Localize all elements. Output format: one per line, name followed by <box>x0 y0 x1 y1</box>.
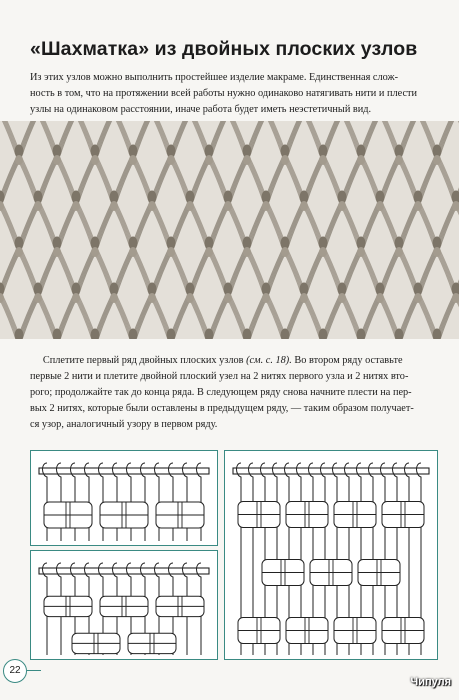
knot-highlight <box>34 201 42 211</box>
page-number: 22 <box>3 659 27 683</box>
instructions-line: вых 2 нитях, которые были оставлены в предыдущем ряду, — таким образом получает- <box>30 403 414 414</box>
watermark: Чипуля <box>410 676 451 688</box>
knot-highlight <box>281 155 289 165</box>
diagram-second-row <box>30 550 218 660</box>
intro-line: Из этих узлов можно выполнить простейшее изделие макраме. Единственная слож- <box>30 72 399 83</box>
instructions-paragraph <box>30 353 434 433</box>
knot-highlight <box>376 201 384 211</box>
knot-highlight <box>167 247 175 257</box>
holding-bar <box>233 468 429 474</box>
knot-highlight <box>186 293 194 303</box>
instructions-line: ся узор, аналогичный узору в первом ряду. <box>30 419 218 430</box>
knot-highlight <box>53 247 61 257</box>
photo-knot-mesh <box>0 121 459 339</box>
cord-mesh <box>0 121 459 339</box>
knot-highlight <box>300 201 308 211</box>
knot-highlight <box>319 155 327 165</box>
intro-paragraph <box>30 70 434 118</box>
knot-highlight <box>224 293 232 303</box>
knot-highlight <box>300 293 308 303</box>
page-reference: (см. с. 18). <box>246 355 292 366</box>
knot-highlight <box>148 293 156 303</box>
knot-highlight <box>205 155 213 165</box>
knot-highlight <box>395 155 403 165</box>
knot-highlight <box>357 155 365 165</box>
diagram-full-pattern-drawing <box>225 451 437 659</box>
cord <box>43 463 48 541</box>
knot-highlight <box>72 293 80 303</box>
knot-highlight <box>338 201 346 211</box>
instructions-text: Во втором ряду оставьте <box>291 355 403 366</box>
knot-highlight <box>186 201 194 211</box>
cord <box>99 463 104 541</box>
knot-highlight <box>262 293 270 303</box>
knot-highlight <box>110 293 118 303</box>
knot-highlight <box>91 247 99 257</box>
cord <box>155 463 160 541</box>
intro-line: ность в том, что на протяжении всей работы нужно одинаково натягивать нити и плести <box>30 88 418 99</box>
knot-highlight <box>319 247 327 257</box>
instructions-text: Сплетите первый ряд двойных плоских узлов <box>42 355 247 366</box>
knot-highlight <box>72 201 80 211</box>
knot-highlight <box>433 155 441 165</box>
knot-highlight <box>433 247 441 257</box>
instructions-line <box>30 353 434 369</box>
diagram-second-row-drawing <box>31 551 217 659</box>
knot-highlight <box>129 155 137 165</box>
knot-highlight <box>414 293 422 303</box>
knot-highlight <box>357 247 365 257</box>
knot-highlight <box>414 201 422 211</box>
knot-highlight <box>243 247 251 257</box>
instructions-line: первые 2 нити и плетите двойной плоский узел на 2 нитях первого узла и 2 нитях вто- <box>30 371 409 382</box>
diagram-first-row <box>30 450 218 546</box>
knot-highlight <box>15 155 23 165</box>
knot-highlight <box>338 293 346 303</box>
intro-line: узлы на одинаковом расстоянии, иначе работа будет иметь неэстетичный вид. <box>30 104 372 115</box>
instructions-line: рого; продолжайте так до конца ряда. В следующем ряду снова начните плести на пер- <box>30 387 412 398</box>
diagram-first-row-drawing <box>31 451 217 545</box>
knot-highlight <box>110 201 118 211</box>
knot-mesh-image <box>0 121 459 339</box>
page-title: «Шахматка» из двойных плоских узлов <box>30 38 418 60</box>
knot-highlight <box>205 247 213 257</box>
knot-highlight <box>395 247 403 257</box>
knot-highlight <box>15 247 23 257</box>
page-corner-rule <box>27 670 41 671</box>
knot-highlight <box>148 201 156 211</box>
knot-highlight <box>281 247 289 257</box>
knot-highlight <box>224 201 232 211</box>
knot-highlight <box>53 155 61 165</box>
knot-highlight <box>167 155 175 165</box>
knot-highlight <box>243 155 251 165</box>
knot-highlight <box>262 201 270 211</box>
knot-highlight <box>34 293 42 303</box>
diagram-full-pattern <box>224 450 438 660</box>
knot-highlight <box>129 247 137 257</box>
knot-highlight <box>376 293 384 303</box>
knot-highlight <box>91 155 99 165</box>
